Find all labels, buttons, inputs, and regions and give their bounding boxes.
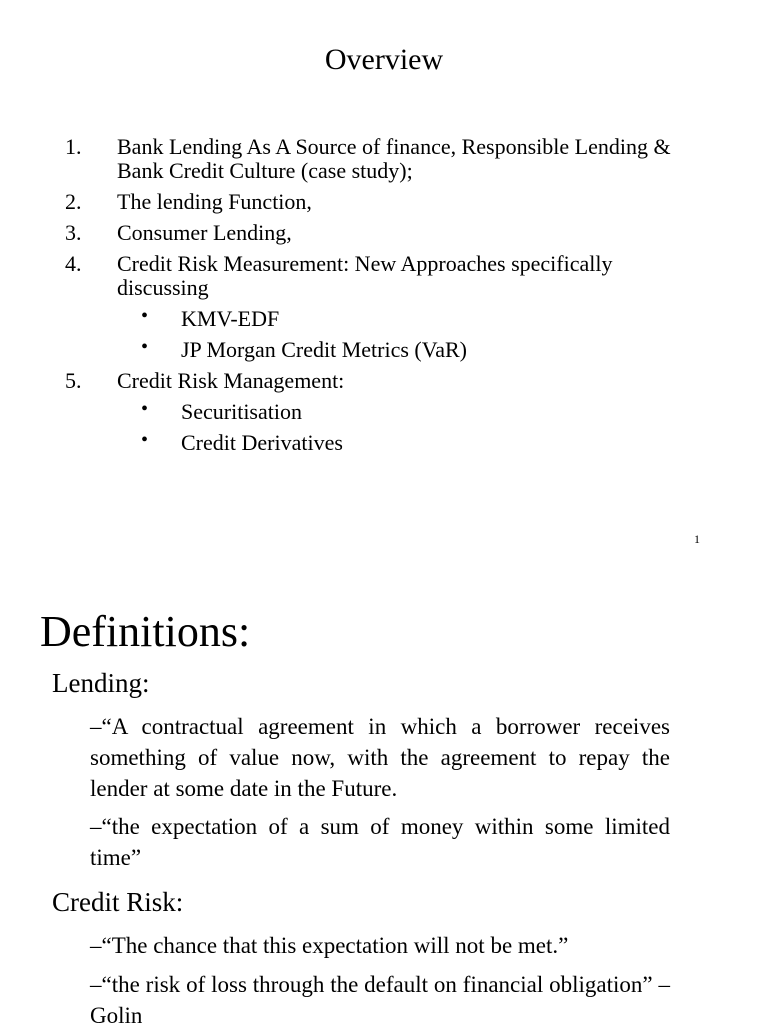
item-number: 4.: [65, 251, 82, 276]
term-lending: Lending:: [52, 668, 150, 698]
slide-heading: Definitions:: [40, 607, 251, 656]
item-text: Bank Lending As A Source of finance, Responsible Lending & Bank Credit Culture (case study);: [117, 134, 671, 183]
sub-item-text: JP Morgan Credit Metrics (VaR): [181, 337, 467, 362]
definitions-slide: [0, 570, 768, 1028]
sub-list-item: [65, 307, 705, 331]
sub-list-item: [65, 338, 705, 362]
item-number: 5.: [65, 368, 82, 393]
sub-list-item: [65, 400, 705, 424]
list-item: [65, 252, 705, 300]
term-credit-risk: Credit Risk:: [52, 887, 184, 917]
item-text: The lending Function,: [117, 189, 312, 214]
definition-text: –“The chance that this expectation will not be met.”: [90, 933, 569, 958]
page-number: 1: [694, 532, 700, 546]
item-text: Credit Risk Measurement: New Approaches specifically discussing: [117, 251, 613, 300]
bullet-icon: •: [141, 305, 149, 327]
item-number: 3.: [65, 220, 82, 245]
bullet-icon: •: [141, 398, 149, 420]
list-item: [65, 221, 705, 245]
item-text: Consumer Lending,: [117, 220, 292, 245]
sub-item-text: KMV-EDF: [181, 306, 280, 331]
definition-text: –“the expectation of a sum of money within some limited time”: [90, 814, 670, 870]
item-number: 2.: [65, 189, 82, 214]
list-item: [65, 369, 705, 393]
bullet-icon: •: [141, 429, 149, 451]
overview-list: [65, 135, 705, 462]
bullet-icon: •: [141, 336, 149, 358]
slide-title: Overview: [324, 43, 444, 76]
list-item: [65, 190, 705, 214]
definition-text: –“the risk of loss through the default on financial obligation” – Golin: [90, 972, 670, 1028]
sub-list-item: [65, 431, 705, 455]
item-text: Credit Risk Management:: [117, 368, 345, 393]
sub-item-text: Securitisation: [181, 399, 302, 424]
definition-text: –“A contractual agreement in which a borrower receives something of value now, with the agreement to repay the lender at some date in the Future.: [90, 714, 670, 801]
item-number: 1.: [65, 134, 82, 159]
list-item: [65, 135, 705, 183]
sub-item-text: Credit Derivatives: [181, 430, 343, 455]
